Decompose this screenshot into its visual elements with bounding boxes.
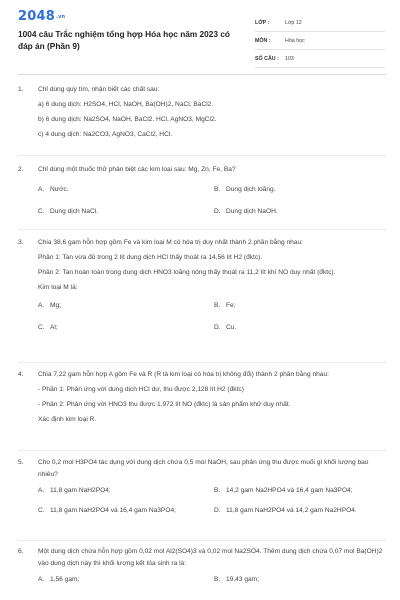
option-letter: B.	[214, 302, 221, 309]
question-separator	[18, 540, 386, 541]
option-b[interactable]	[214, 300, 390, 312]
option-b[interactable]	[214, 485, 390, 497]
option-text: Fe;	[226, 302, 236, 309]
question-number: 4.	[18, 371, 24, 378]
answer-options	[38, 485, 390, 523]
option-letter: C.	[38, 208, 45, 215]
question-number: 1.	[18, 86, 24, 93]
question-separator	[18, 362, 386, 363]
option-text: Dung dịch NaOH.	[226, 208, 278, 215]
option-letter: A.	[38, 186, 45, 193]
option-text: Cu.	[226, 324, 237, 331]
question-number: 2.	[18, 166, 24, 173]
answer-options	[38, 574, 390, 592]
option-text: 11,8 gam NaH2PO4 và 14,2 gam Na2HPO4.	[226, 507, 357, 514]
option-a[interactable]	[38, 300, 214, 312]
option-c[interactable]	[38, 206, 214, 218]
option-text: 19,43 gam;	[226, 576, 259, 583]
question-number: 6.	[18, 548, 24, 555]
page-title: 1004 câu Trắc nghiệm tổng hợp Hóa học năm 2023 có đáp án (Phần 9)	[18, 29, 230, 51]
option-text: Nước.	[50, 186, 69, 193]
option-text: Dung dịch NaCl.	[50, 208, 99, 215]
answer-options	[38, 184, 390, 224]
option-letter: A.	[38, 302, 45, 309]
option-c[interactable]	[38, 505, 214, 517]
logo-text: 2048	[18, 9, 55, 24]
document-meta	[255, 15, 385, 69]
question-stem: Chia 7,22 gam hỗn hợp A gồm Fe và R (R là kim loại có hóa trị không đổi) thành 2 phần bằng nhau:	[38, 371, 329, 378]
question-part-1: Phần 1: Tan vừa đủ trong 2 lít dung dịch HCl thấy thoát ra 14,56 lít H2 (đktc).	[38, 254, 263, 261]
site-logo[interactable]	[18, 9, 65, 24]
question-number: 5.	[18, 459, 24, 466]
meta-key: SỐ CÂU :	[255, 56, 279, 62]
option-letter: D.	[214, 324, 221, 331]
option-b[interactable]	[214, 574, 390, 586]
question-1	[18, 84, 390, 144]
option-text: Al;	[50, 324, 58, 331]
option-text: Mg;	[50, 302, 61, 309]
option-a[interactable]	[38, 574, 214, 586]
meta-row-grade	[255, 15, 385, 32]
meta-key: LỚP :	[255, 20, 270, 26]
option-letter: D.	[214, 507, 221, 514]
question-stem: Chia 38,6 gam hỗn hợp gồm Fe và kim loại M có hóa trị duy nhất thành 2 phần bằng nhau:	[38, 239, 303, 246]
page-header	[0, 0, 400, 72]
option-a[interactable]	[38, 184, 214, 196]
question-separator	[18, 450, 386, 451]
option-text: Dung dịch loãng.	[226, 186, 276, 193]
option-a[interactable]	[38, 485, 214, 497]
question-number: 3.	[18, 239, 24, 246]
meta-key: MÔN :	[255, 38, 271, 44]
option-d[interactable]	[214, 206, 390, 218]
question-part-2: - Phần 2: Phản ứng với HNO3 thu được 1,972 lít NO (đktc) là sản phẩm khử duy nhất.	[38, 401, 291, 408]
question-separator	[18, 155, 386, 156]
meta-value: Hóa học	[285, 38, 305, 44]
option-letter: A.	[38, 576, 45, 583]
question-part-c: c) 4 dung dịch: Na2CO3, AgNO3, CaCl2, HCl.	[38, 131, 173, 138]
option-text: 14,2 gam Na2HPO4 và 16,4 gam Na3PO4;	[226, 487, 353, 494]
answer-options	[38, 300, 390, 340]
option-d[interactable]	[214, 505, 390, 517]
question-part-a: a) 6 dung dịch: H2SO4, HCl, NaOH, Ba(OH)2, NaCl, BaCl2.	[38, 101, 214, 108]
option-d[interactable]	[214, 322, 390, 334]
option-letter: C.	[38, 507, 45, 514]
meta-row-count	[255, 51, 385, 68]
option-letter: A.	[38, 487, 45, 494]
option-letter: D.	[214, 208, 221, 215]
question-stem: Chỉ dùng một thuốc thử phân biệt các kim loại sau: Mg, Zn, Fe, Ba?	[38, 166, 236, 173]
question-part-b: b) 6 dung dịch: Na2SO4, NaOH, BaCl2, HCl, AgNO3, MgCl2.	[38, 116, 217, 123]
question-stem: Chỉ dùng quỳ tím, nhận biết các chất sau:	[38, 86, 160, 93]
question-part-1: - Phần 1: Phản ứng với dung dịch HCl dư, thu được 2,128 lít H2 (đktc)	[38, 386, 244, 393]
option-text: 11,8 gam NaH2PO4 và 16,4 gam Na3PO4;	[50, 507, 176, 514]
question-ask: Kim loại M là:	[38, 284, 78, 291]
question-stem: Cho 0,2 mol H3PO4 tác dụng với dung dịch chứa 0,5 mol NaOH, sau phản ứng thu được muối gì khối lượng bao nhiêu?	[38, 459, 369, 478]
header-divider	[18, 74, 386, 75]
question-separator	[18, 229, 386, 230]
meta-row-subject	[255, 33, 385, 50]
question-ask: Xác định kim loại R.	[38, 416, 97, 423]
option-c[interactable]	[38, 322, 214, 334]
option-letter: B.	[214, 186, 221, 193]
question-stem: Một dung dịch chứa hỗn hợp gồm 0,02 mol Al2(SO4)3 và 0,02 mol Na2SO4. Thêm dung dịch chứa 0,07 mol Ba(OH)2 vào dung dịch này thì khối lượng kết tủa sinh ra là:	[38, 548, 383, 567]
meta-value: 103	[285, 56, 294, 62]
option-letter: B.	[214, 576, 221, 583]
question-6	[18, 546, 390, 592]
logo-suffix: .vn	[55, 13, 66, 20]
option-letter: B.	[214, 487, 221, 494]
option-letter: C.	[38, 324, 45, 331]
question-2	[18, 164, 390, 224]
option-b[interactable]	[214, 184, 390, 196]
question-3	[18, 237, 390, 340]
option-text: 11,8 gam NaH2PO4;	[50, 487, 111, 494]
meta-value: Lớp 12	[285, 20, 302, 26]
question-4	[18, 369, 390, 429]
question-part-2: Phần 2: Tan hoàn toàn trong dung dịch HNO3 loãng nóng thấy thoát ra 11,2 lít khí NO duy nhất (đktc).	[38, 269, 336, 276]
question-5	[18, 457, 390, 523]
option-text: 1,56 gam;	[50, 576, 80, 583]
